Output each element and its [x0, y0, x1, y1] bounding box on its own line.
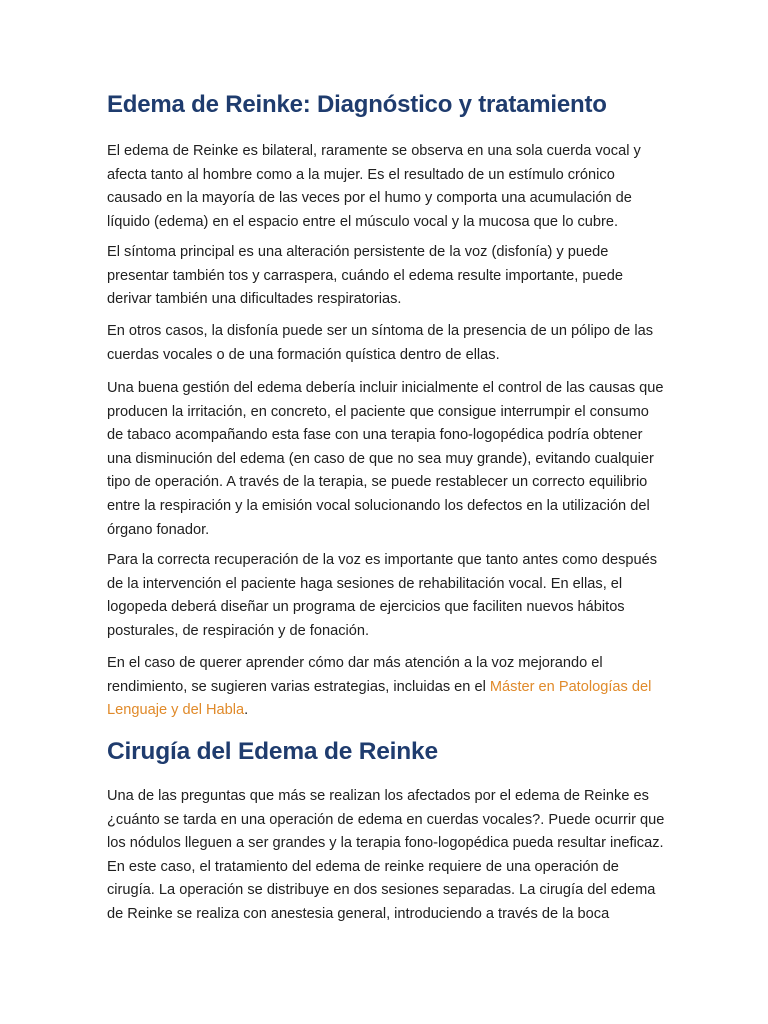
paragraph-6: [107, 652, 667, 723]
paragraph-4: Una buena gestión del edema debería incluir inicialmente el control de las causas que producen la irritación, en concreto, el paciente que consigue interrumpir el consumo de tabaco acompañando esta fase con una terapia fono-logopédica podría obtener una disminución del edema (en caso de que no sea muy grande), evitando cualquier tipo de operación. A través de la terapia, se puede restablecer un correcto equilibrio entre la respiración y la emisión vocal solucionando los defectos en la utilización del órgano fonador.: [107, 380, 664, 538]
paragraph-6-text: En el caso de querer aprender cómo dar más atención a la voz mejorando el rendimiento, se sugieren varias estrategias, incluidas en el: [107, 655, 603, 695]
section-title-cirugia: Cirugía del Edema de Reinke: [107, 738, 438, 765]
paragraph-1: El edema de Reinke es bilateral, raramente se observa en una sola cuerda vocal y afecta tanto al hombre como a la mujer. Es el resultado de un estímulo crónico causado en la mayoría de las veces por el humo y comporta una acumulación de líquido (edema) en el espacio entre el músculo vocal y la mucosa que lo cubre.: [107, 143, 641, 230]
paragraph-2: El síntoma principal es una alteración persistente de la voz (disfonía) y puede presentar también tos y carraspera, cuándo el edema resulte importante, puede derivar también una dificultades respiratorias.: [107, 244, 623, 308]
page-title: Edema de Reinke: Diagnóstico y tratamiento: [107, 91, 607, 118]
master-link[interactable]: Máster en Patologías del Lenguaje y del Habla: [107, 678, 652, 719]
paragraph-6-end: .: [244, 702, 249, 719]
paragraph-3: En otros casos, la disfonía puede ser un síntoma de la presencia de un pólipo de las cuerdas vocales o de una formación quística dentro de ellas.: [107, 323, 653, 363]
paragraph-cirugia: Una de las preguntas que más se realizan los afectados por el edema de Reinke es ¿cuánto se tarda en una operación de edema en cuerdas vocales?. Puede ocurrir que los nódulos lleguen a ser grandes y la terapia fono-logopédica pueda resultar ineficaz. En este caso, el tratamiento del edema de reinke requiere de una operación de cirugía. La operación se distribuye en dos sesiones separadas. La cirugía del edema de Reinke se realiza con anestesia general, introduciendo a través de la boca: [107, 788, 665, 922]
paragraph-5: Para la correcta recuperación de la voz es importante que tanto antes como después de la intervención el paciente haga sesiones de rehabilitación vocal. En ellas, el logopeda deberá diseñar un programa de ejercicios que faciliten nuevos hábitos posturales, de respiración y de fonación.: [107, 552, 658, 639]
